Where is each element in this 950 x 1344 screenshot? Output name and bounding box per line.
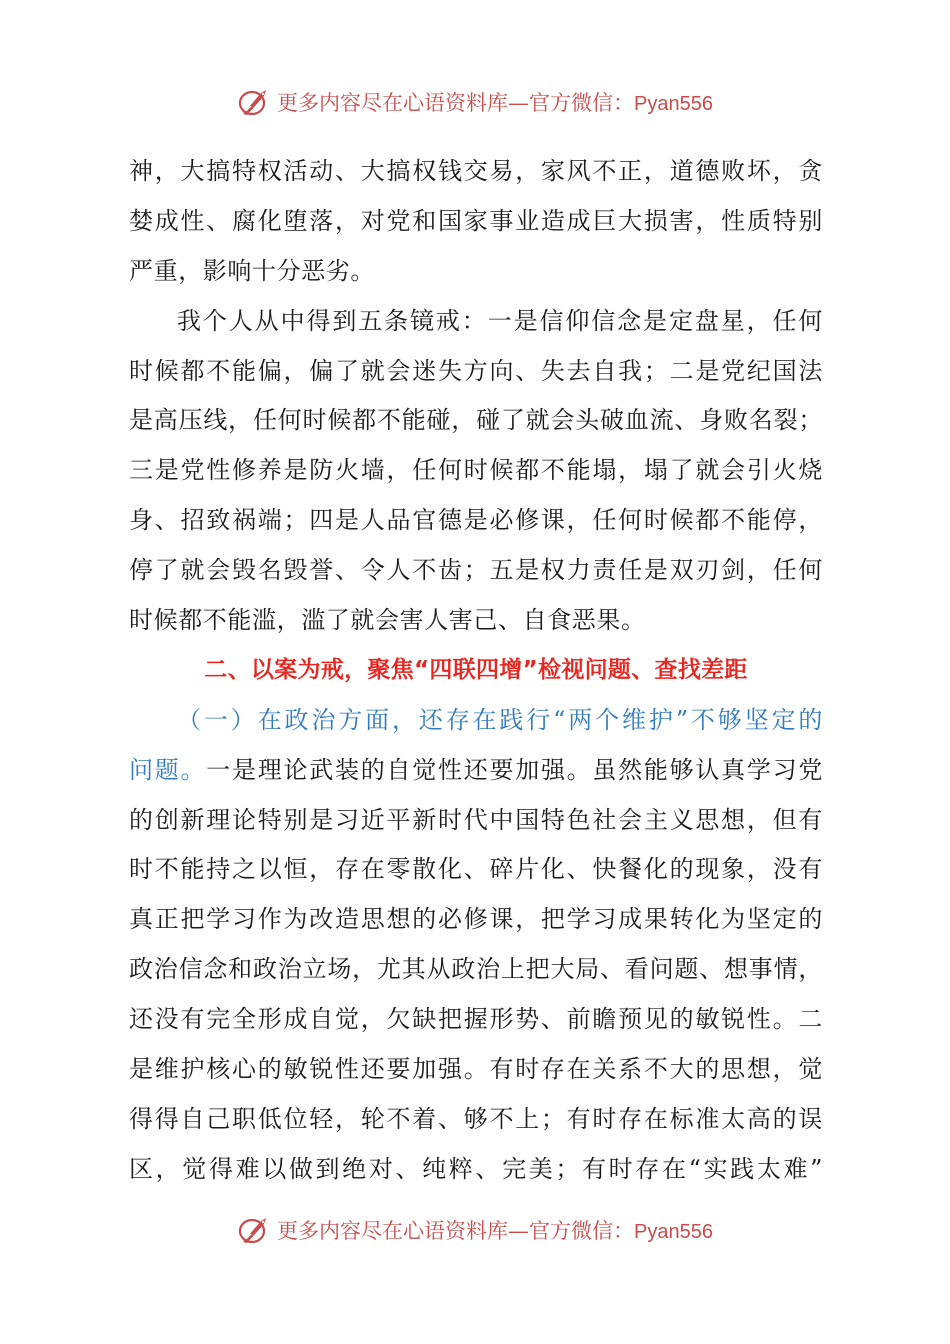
pen-nib-logo-icon <box>237 87 271 117</box>
text-line: 真正把学习作为改造思想的必修课，把学习成果转化为坚定的 <box>129 905 823 934</box>
text-line: 我个人从中得到五条镜戒：一是信仰信念是定盘星，任何 <box>177 306 823 335</box>
text-line: 时不能持之以恒，存在零散化、碎片化、快餐化的现象，没有 <box>129 855 823 884</box>
text-line: 政治信念和政治立场，尤其从政治上把大局、看问题、想事情， <box>129 955 823 984</box>
watermark-account: Pyan556 <box>634 1221 713 1243</box>
text-line: 三是党性修养是防火墙，任何时候都不能塌，塌了就会引火烧 <box>129 456 823 485</box>
paragraph-2 <box>129 297 823 646</box>
pen-nib-logo-icon <box>237 1215 271 1245</box>
text-line: 是高压线，任何时候都不能碰，碰了就会头破血流、身败名裂； <box>129 406 823 435</box>
text-line: 神，大搞特权活动、大搞权钱交易，家风不正，道德败坏，贪 <box>129 157 823 185</box>
text-line: 区，觉得难以做到绝对、纯粹、完美；有时存在“实践太难” <box>129 1154 823 1183</box>
text-line: 身、招致祸端；四是人品官德是必修课，任何时候都不能停， <box>129 506 823 535</box>
text-line-rest: 一是理论武装的自觉性还要加强。虽然能够认真学习党 <box>206 755 823 784</box>
paragraph-1 <box>129 147 823 297</box>
watermark-account: Pyan556 <box>634 93 713 115</box>
text-line: 时候都不能滥，滥了就会害人害己、自食恶果。 <box>129 606 646 635</box>
subheading-line: （一）在政治方面，还存在践行“两个维护”不够坚定的 <box>177 705 823 734</box>
watermark-text: 更多内容尽在心语资料库—官方微信：Pyan556 <box>277 1219 713 1243</box>
document-body <box>129 147 823 1195</box>
paragraph-3 <box>129 696 823 1195</box>
subheading-tail: 问题。 <box>129 755 207 784</box>
text-line: 得得自己职低位轻，轮不着、够不上；有时存在标准太高的误 <box>129 1104 823 1133</box>
text-line: 是维护核心的敏锐性还要加强。有时存在关系不大的思想，觉 <box>129 1055 823 1084</box>
header-watermark <box>0 82 950 122</box>
text-line: 时候都不能偏，偏了就会迷失方向、失去自我；二是党纪国法 <box>129 356 823 385</box>
text-line: 的创新理论特别是习近平新时代中国特色社会主义思想，但有 <box>129 805 823 834</box>
text-line: 严重，影响十分恶劣。 <box>129 256 375 285</box>
text-line: 还没有完全形成自觉，欠缺把握形势、前瞻预见的敏锐性。二 <box>129 1005 823 1034</box>
text-line <box>129 746 823 796</box>
text-line: 婪成性、腐化堕落，对党和国家事业造成巨大损害，性质特别 <box>129 206 823 235</box>
section-heading: 二、以案为戒，聚焦“四联四增”检视问题、查找差距 <box>204 656 748 683</box>
text-line: 停了就会毁名毁誉、令人不齿；五是权力责任是双刃剑，任何 <box>129 556 823 585</box>
watermark-text: 更多内容尽在心语资料库—官方微信：Pyan556 <box>277 91 713 115</box>
footer-watermark <box>0 1210 950 1250</box>
